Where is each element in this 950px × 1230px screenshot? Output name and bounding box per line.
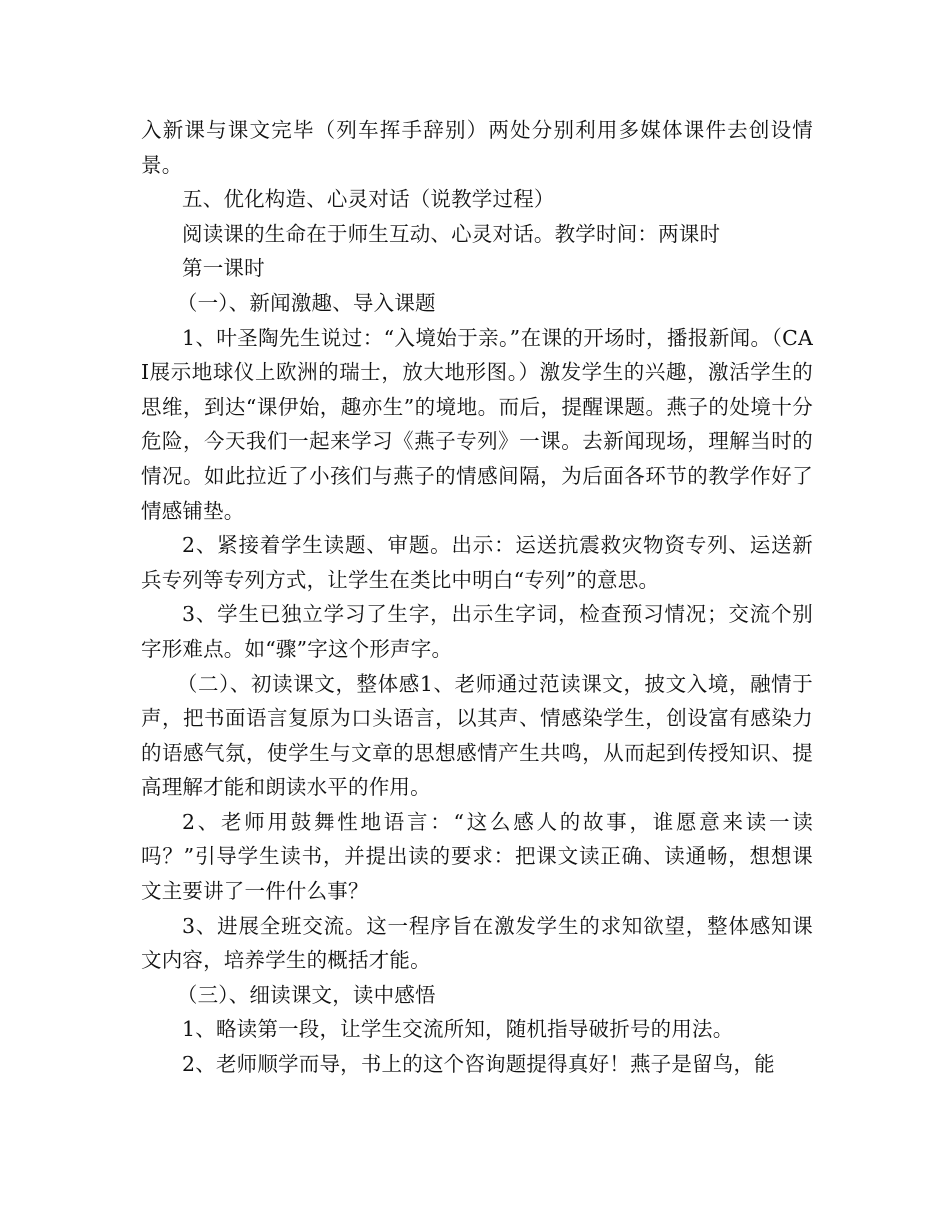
paragraph-item-2: 2、紧接着学生读题、审题。出示：运送抗震救灾物资专列、运送新兵专列等专列方式，让学生在类比中明白“专列”的意思。 xyxy=(141,533,813,592)
section-heading-five: 五、优化构造、心灵对话（说教学过程） xyxy=(182,187,555,212)
paragraph-item-3b: 3、进展全班交流。这一程序旨在激发学生的求知欲望，整体感知课文内容，培养学生的概括才能。 xyxy=(141,913,813,973)
lesson-one-heading: 第一课时 xyxy=(182,256,265,281)
paragraph-item-1c: 1、略读第一段，让学生交流所知，随机指导破折号的用法。 xyxy=(182,1017,734,1042)
paragraph-item-1: 1、叶圣陶先生说过：“入境始于亲。”在课的开场时，播报新闻。（CAI展示地球仪上欧洲的瑞士，放大地形图。）激发学生的兴趣，激活学生的思维，到达“课伊始，趣亦生”的境地。而后，提醒课题。燕子的处境十分危险，今天我们一起来学习《燕子专列》一课。去新闻现场，理解当时的情况。如此拉近了小孩们与燕子的情感间隔，为后面各环节的教学作好了情感铺垫。 xyxy=(141,325,813,523)
subsection-heading-two: （二）、初读课文，整体感1、老师通过范读课文，披文入境，融情于声，把书面语言复原为口头语言，以其声、情感染学生，创设富有感染力的语感气氛，使学生与文章的思想感情产生共鸣，从而起到传授知识、提高理解才能和朗读水平的作用。 xyxy=(141,671,813,800)
subsection-heading-three: （三）、细读课文，读中感悟 xyxy=(176,982,436,1007)
subsection-heading-one: （一）、新闻激趣、导入课题 xyxy=(176,290,436,315)
paragraph-item-2b: 2、老师用鼓舞性地语言：“这么感人的故事，谁愿意来读一读吗？”引导学生读书，并提出读的要求：把课文读正确、读通畅，想想课文主要讲了一件什么事？ xyxy=(141,809,813,904)
paragraph-item-2c: 2、老师顺学而导，书上的这个咨询题提得真好！燕子是留鸟，能 xyxy=(182,1052,775,1077)
paragraph-reading-lesson: 阅读课的生命在于师生互动、心灵对话。教学时间：两课时 xyxy=(182,221,721,246)
paragraph-continuation: 入新课与课文完毕（列车挥手辞别）两处分别利用多媒体课件去创设情景。 xyxy=(141,118,813,177)
paragraph-item-3: 3、学生已独立学习了生字，出示生字词，检查预习情况；交流个别字形难点。如“骤”字这个形声字。 xyxy=(141,602,813,661)
document-body xyxy=(141,113,813,1082)
